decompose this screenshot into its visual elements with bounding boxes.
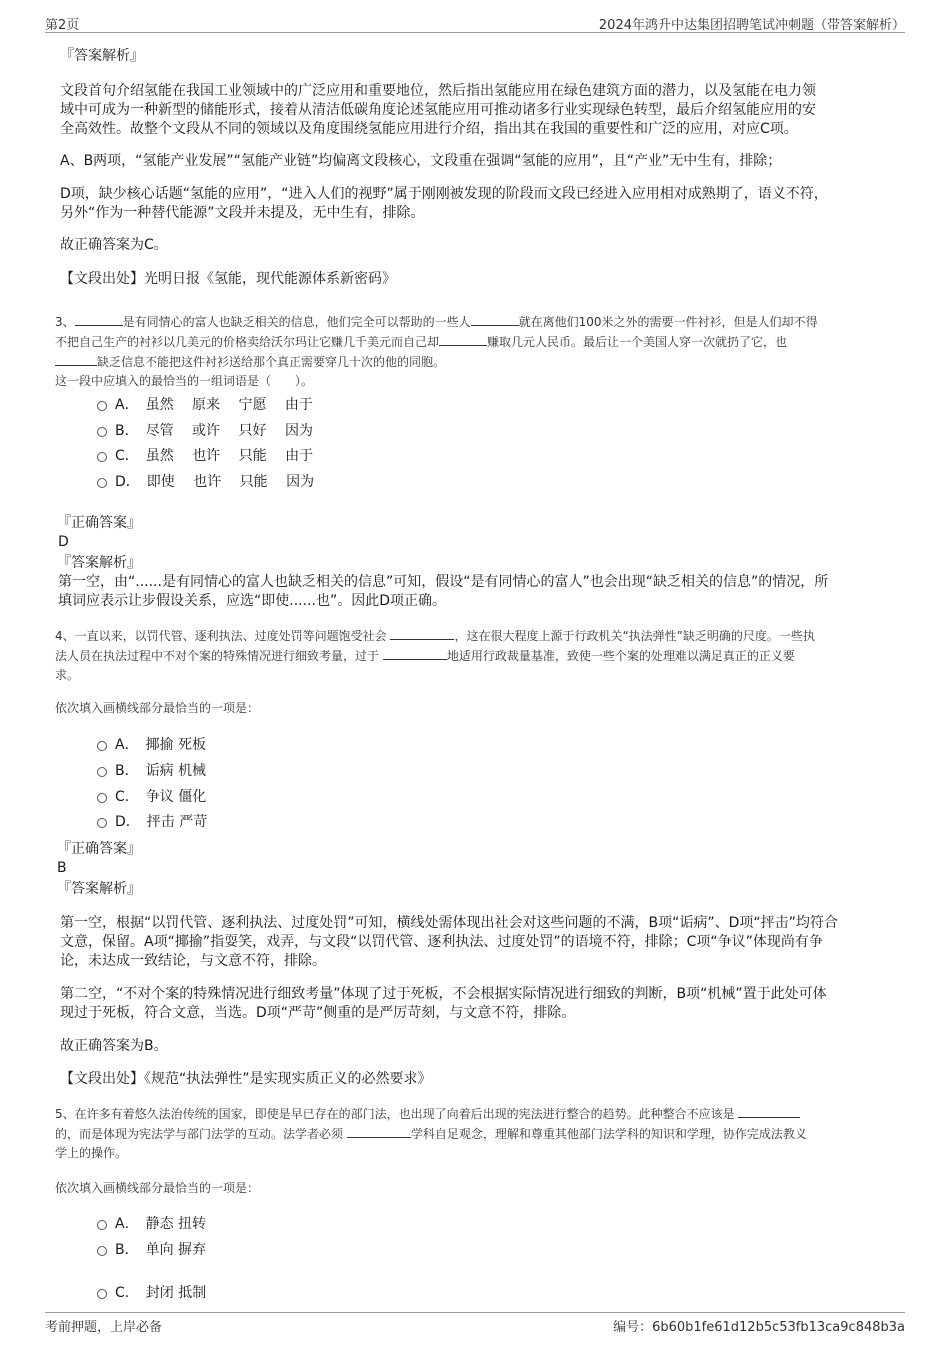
- page-header: [45, 12, 905, 33]
- q4-analysis-text: 第一空，根据“以罚代管、逐利执法、过度处罚”可知，横线处需体现出社会对这些问题的不满，B项“诟病”、D项“抨击”均符合: [60, 915, 838, 931]
- radio-icon[interactable]: [97, 478, 107, 488]
- q5-question-text: 学上的操作。: [55, 1146, 128, 1160]
- q3-correct-label: 『正确答案』: [57, 515, 141, 531]
- q3-answer: D: [58, 534, 69, 550]
- q4-answer: B: [57, 860, 67, 876]
- q3-question-text: 3、 是有同情心的富人也缺乏相关的信息，他们完全可以帮助的一些人 就在离他们100米之外的需要一件衬衫，但是人们却不得: [55, 315, 818, 329]
- q3-question-text: 不把自己生产的衬衫以几美元的价格卖给沃尔玛让它赚几千美元而自己却 赚取几元人民币。最后让一个美国人穿一次就扔了它，也: [55, 335, 788, 349]
- q4-analysis-text: 文意，保留。A项“揶揄”指耍笑，戏弄，与文段“以罚代管、逐利执法、过度处罚”的语境不符，排除；C项“争议”体现尚有争: [60, 934, 823, 950]
- q3-analysis-text: 填词应表示让步假设关系，应选“即使......也”。因此D项正确。: [58, 593, 446, 609]
- q4-analysis-text: 论，未达成一致结论，与文意不符，排除。: [60, 953, 326, 969]
- q2-analysis-text: 域中可成为一种新型的储能形式，接着从清洁低碳角度论述氢能应用可推动诸多行业实现绿色转型，最后介绍氢能应用的安: [60, 102, 816, 118]
- radio-icon[interactable]: [97, 767, 107, 777]
- q2-analysis-text: 全高效性。故整个文段从不同的领域以及角度围绕氢能应用进行介绍，指出其在我国的重要性和广泛的应用，对应C项。: [60, 121, 798, 137]
- q4-source: 【文段出处】《规范“执法弹性”是实现实质正义的必然要求》: [60, 1071, 432, 1087]
- radio-icon[interactable]: [97, 452, 107, 462]
- q5-question-text: 5、在许多有着悠久法治传统的国家，即使是早已存在的部门法，也出现了向着后出现的宪法进行整合的趋势。此种整合不应该是: [55, 1105, 800, 1123]
- page-footer: [45, 1312, 905, 1333]
- radio-icon[interactable]: [97, 1289, 107, 1299]
- q2-source: 【文段出处】光明日报《氢能，现代能源体系新密码》: [60, 271, 396, 287]
- q3-question-text: 缺乏信息不能把这件衬衫送给那个真正需要穿几十次的他的同胞。: [55, 353, 445, 371]
- radio-icon[interactable]: [97, 1220, 107, 1230]
- footer-slogan: 考前押题，上岸必备: [45, 1320, 163, 1335]
- document-title: 2024年鸿升中达集团招聘笔试冲刺题（带答案解析）: [598, 18, 905, 33]
- q4-conclusion: 故正确答案为B。: [60, 1038, 168, 1054]
- document-code: 编号：6b60b1fe61d12b5c53fb13ca9c848b3a: [613, 1320, 905, 1335]
- q4-question-text: 法人员在执法过程中不对个案的特殊情况进行细致考量，过于 地适用行政裁量基准，致使一些个案的处理难以满足真正的正义要: [55, 649, 795, 663]
- radio-icon[interactable]: [97, 741, 107, 751]
- q5-question-prompt: 依次填入画横线部分最恰当的一项是：: [55, 1181, 260, 1195]
- radio-icon[interactable]: [97, 427, 107, 437]
- q5-question-text: 的，而是体现为宪法学与部门法学的互动。法学者必须 学科自足观念，理解和尊重其他部门法学科的知识和学理，协作完成法教义: [55, 1127, 807, 1141]
- q2-conclusion: 故正确答案为C。: [60, 237, 168, 253]
- q4-question-text: 求。: [55, 668, 80, 682]
- page-number: 第2页: [45, 18, 80, 33]
- q4-analysis-label: 『答案解析』: [57, 881, 141, 897]
- radio-icon[interactable]: [97, 401, 107, 411]
- q2-analysis-text: A、B两项，“氢能产业发展”“氢能产业链”均偏离文段核心，文段重在强调“氢能的应用”，且“产业”无中生有，排除；: [60, 153, 782, 169]
- q3-analysis-label: 『答案解析』: [57, 555, 141, 571]
- radio-icon[interactable]: [97, 818, 107, 828]
- radio-icon[interactable]: [97, 1246, 107, 1256]
- q4-question-prompt: 依次填入画横线部分最恰当的一项是：: [55, 701, 260, 715]
- q4-analysis-text: 现过于死板，符合文意，当选。D项“严苛”侧重的是严厉苛刻，与文意不符，排除。: [60, 1005, 576, 1021]
- q2-analysis-text: 文段首句介绍氢能在我国工业领域中的广泛应用和重要地位，然后指出氢能应用在绿色建筑方面的潜力，以及氢能在电力领: [60, 83, 816, 99]
- q3-question-prompt: 这一段中应填入的最恰当的一组词语是（ ）。: [55, 374, 314, 388]
- q2-analysis-text: D项，缺少核心话题“氢能的应用”，“进入人们的视野”属于刚刚被发现的阶段而文段已经进入应用相对成熟期了，语义不符，: [60, 186, 828, 202]
- q2-analysis-label: 『答案解析』: [60, 48, 144, 64]
- q4-question-text: 4、一直以来，以罚代管、逐利执法、过度处罚等问题饱受社会 ，这在很大程度上源于行政机关“执法弹性”缺乏明确的尺度。一些执: [55, 629, 815, 643]
- q4-analysis-text: 第二空，“不对个案的特殊情况进行细致考量”体现了过于死板，不会根据实际情况进行细致的判断，B项“机械”置于此处可体: [60, 986, 827, 1002]
- radio-icon[interactable]: [97, 793, 107, 803]
- q4-correct-label: 『正确答案』: [57, 841, 141, 857]
- q2-analysis-text: 另外“作为一种替代能源”文段并未提及，无中生有，排除。: [60, 205, 425, 221]
- q3-analysis-text: 第一空，由“......是有同情心的富人也缺乏相关的信息”可知，假设“是有同情心的富人”也会出现“缺乏相关的信息”的情况，所: [58, 574, 829, 590]
